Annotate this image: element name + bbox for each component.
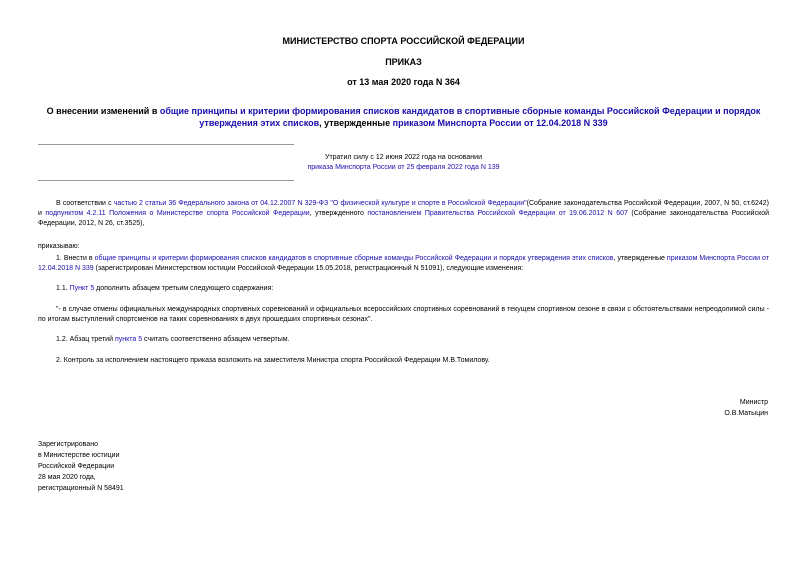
lost-force-text: Утратил силу с 12 июня 2022 года на основании: [325, 154, 482, 161]
document-type: ПРИКАЗ: [385, 57, 422, 67]
registration-line: 28 мая 2020 года,: [38, 474, 96, 481]
item-2-paragraph: 2. Контроль за исполнением настоящего приказа возложить на заместителя Министра спорта Российской Федерации М.В.Томилову.: [56, 357, 490, 364]
item-1-link-principles[interactable]: общие принципы и критерии формирования списков кандидатов в спортивные сборные команды Российской Федерации и порядок утверждения этих списков: [94, 255, 614, 262]
order-word: приказываю:: [38, 243, 80, 250]
preamble-paragraph: [38, 199, 769, 229]
preamble-text-4: (Собрание законодательства Российской Федерации, 2012, N 26, ст.3525),: [38, 210, 770, 227]
item-1-1-text-1: 1.1.: [56, 285, 70, 292]
signature-name: О.В.Матыцин: [724, 410, 768, 417]
link-government-decree[interactable]: постановлением Правительства Российской Федерации от 19.06.2012 N 607: [367, 210, 628, 217]
link-law-article[interactable]: частью 2 статьи 36 Федерального закона от 04.12.2007 N 329-ФЗ "О физической культуре и спорте в Российской Федерации": [113, 200, 527, 207]
registration-line: Зарегистрировано: [38, 441, 98, 448]
signature-position: Министр: [739, 399, 768, 406]
title-prefix: О внесении изменений в: [46, 106, 160, 116]
registration-line: Российской Федерации: [38, 463, 115, 470]
item-1-text-2: , утвержденные: [613, 255, 667, 262]
item-1-1-text-2: дополнить абзацем третьим следующего содержания:: [94, 285, 274, 292]
title-link-principles[interactable]: общие принципы и критерии формирования списков кандидатов в спортивные сборные команды Российской Федерации и порядок утверждения этих списков: [159, 106, 761, 128]
title-link-order[interactable]: приказом Минспорта России от 12.04.2018 N 339: [392, 118, 608, 128]
registration-block: [38, 439, 124, 494]
ministry-heading: МИНИСТЕРСТВО СПОРТА РОССИЙСКОЙ ФЕДЕРАЦИИ: [282, 36, 525, 46]
document-title: [40, 105, 767, 129]
registration-line: в Министерстве юстиции: [38, 452, 120, 459]
item-1-1-link-point5[interactable]: Пункт 5: [69, 285, 95, 292]
title-middle: , утвержденные: [319, 118, 393, 128]
divider-top: [38, 144, 294, 145]
preamble-text-2: (Собрание законодательства Российской Федерации, 2007, N 50, ст.6242) и: [38, 200, 769, 217]
lost-force-note: [300, 153, 507, 173]
lost-force-link[interactable]: приказа Минспорта России от 25 февраля 2022 года N 139: [307, 164, 500, 171]
item-1-text-1: 1. Внести в: [56, 255, 95, 262]
link-regulation-subparagraph[interactable]: подпунктом 4.2.11 Положения о Министерстве спорта Российской Федерации: [45, 210, 310, 217]
item-1-2-link-point5[interactable]: пункта 5: [114, 336, 143, 343]
item-1-2-text-2: считать соответственно абзацем четвертым.: [142, 336, 290, 343]
preamble-text-1: В соответствии с: [56, 200, 114, 207]
registration-line: регистрационный N 58491: [38, 485, 124, 492]
preamble-text-3: , утвержденного: [309, 210, 368, 217]
item-1-1-paragraph: [38, 284, 769, 294]
item-1-link-order[interactable]: приказом Минспорта России от 12.04.2018 N 339: [38, 255, 769, 272]
item-1-paragraph: [38, 254, 769, 274]
divider-bottom: [38, 180, 294, 181]
item-1-2-text-1: 1.2. Абзац третий: [56, 336, 115, 343]
signature-block: [724, 397, 768, 419]
item-1-2-paragraph: [38, 335, 769, 345]
item-1-text-3: (зарегистрирован Министерством юстиции Российской Федерации 15.05.2018, регистрационный N 51091), следующие изменения:: [93, 265, 524, 272]
quoted-amendment: "- в случае отмены официальных международных спортивных соревнований и официальных всероссийских спортивных соревнований в текущем спортивном сезоне в связи с обстоятельствами непреодолимой силы - по итогам выступлений спортсменов на таких соревнованиях в двух прошедших спортивных сезонах".: [38, 306, 769, 323]
document-date-number: от 13 мая 2020 года N 364: [347, 77, 460, 87]
